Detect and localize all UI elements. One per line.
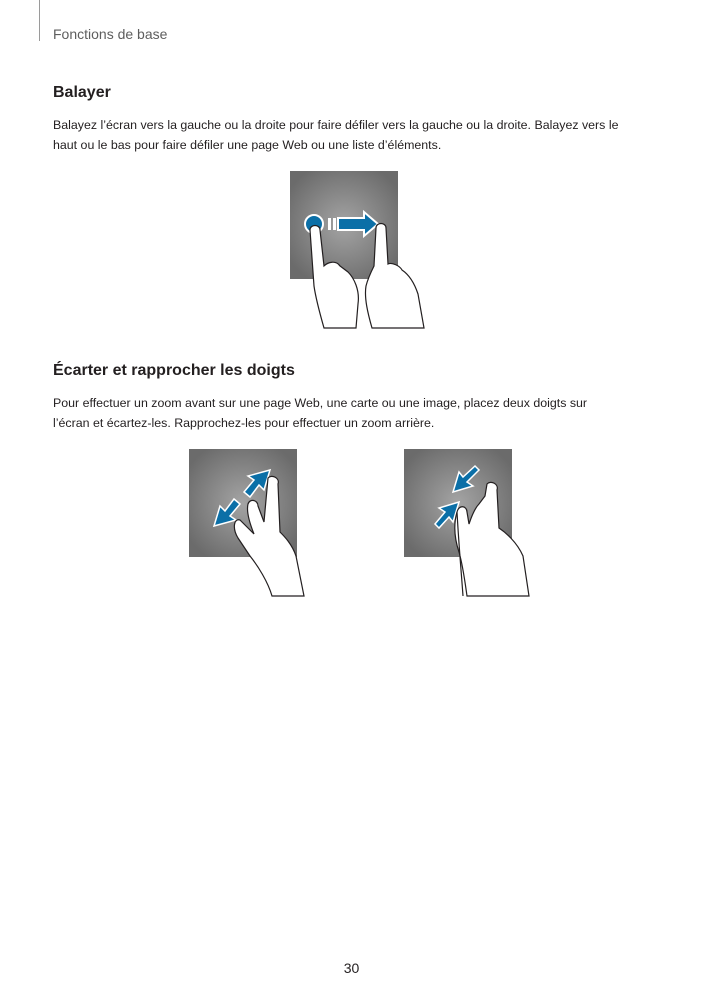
swipe-gesture-illustration bbox=[288, 170, 436, 332]
section-header: Fonctions de base bbox=[53, 26, 168, 42]
swipe-description-line-2: haut ou le bas pour faire défiler une page Web ou une liste d’éléments. bbox=[53, 138, 442, 152]
pinch-gesture-illustration bbox=[403, 448, 533, 598]
page-number: 30 bbox=[343, 960, 360, 976]
header-rule bbox=[39, 0, 40, 41]
section-title-swipe: Balayer bbox=[53, 84, 111, 101]
pinch-description-line-1: Pour effectuer un zoom avant sur une page Web, une carte ou une image, placez deux doigts sur bbox=[53, 396, 588, 410]
spread-gesture-illustration bbox=[188, 448, 312, 598]
swipe-description bbox=[53, 115, 618, 155]
pinch-description-line-2: l’écran et écartez-les. Rapprochez-les pour effectuer un zoom arrière. bbox=[53, 416, 435, 430]
section-title-pinch: Écarter et rapprocher les doigts bbox=[53, 362, 295, 379]
pinch-description bbox=[53, 393, 587, 433]
swipe-description-line-1: Balayez l’écran vers la gauche ou la droite pour faire défiler vers la gauche ou la droite. Balayez vers le bbox=[53, 118, 619, 132]
